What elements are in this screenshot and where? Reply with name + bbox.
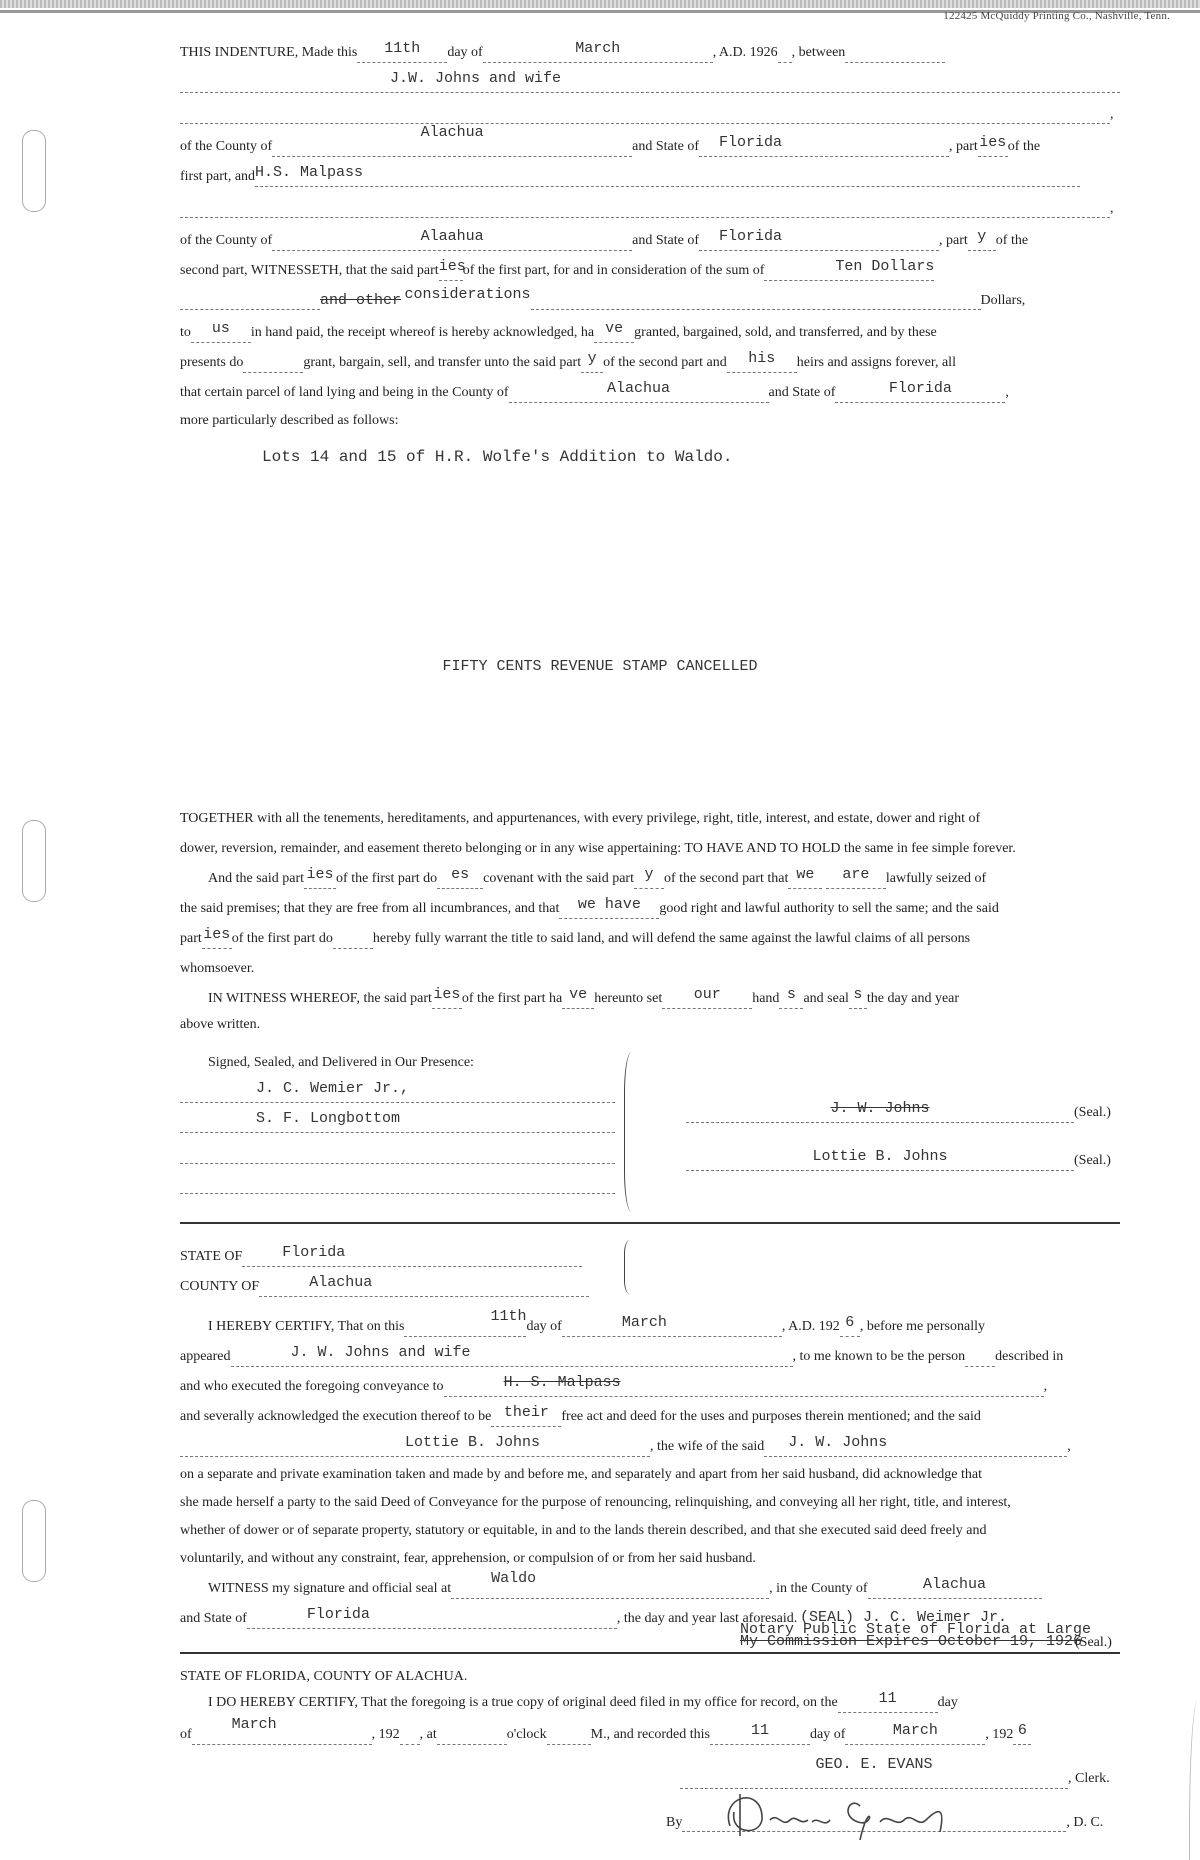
- clerk-name: GEO. E. EVANS: [815, 1756, 933, 1773]
- ack-county: Alachua: [309, 1274, 373, 1291]
- blank-line: [180, 1176, 615, 1194]
- notary-block: [740, 1609, 1092, 1650]
- witness-2: S. F. Longbottom: [256, 1110, 401, 1127]
- section-divider: [180, 1222, 1120, 1224]
- warrant-line: parties of the first part do hereby fully warrant the title to said land, and will defend the same against the lawful claims of all persons: [180, 930, 1120, 949]
- section-divider-2: [180, 1652, 1120, 1654]
- together-line-1: TOGETHER with all the tenements, hereditaments, and appurtenances, with every privilege, right, title, interest, and estate, dower and right of: [180, 811, 981, 826]
- witness-line-2: [180, 1110, 615, 1133]
- signed-sealed-label: Signed, Sealed, and Delivered in Our Presence:: [208, 1055, 474, 1070]
- binder-hole: [22, 820, 46, 902]
- ack-state-line: STATE OF Florida: [180, 1248, 1120, 1267]
- state-brace: [624, 1240, 635, 1294]
- blank-line: ,: [180, 200, 1120, 218]
- notary-name: (SEAL) J. C. Weimer Jr.: [800, 1609, 1008, 1626]
- notary-commission: My Commission Expires October 19, 1926: [740, 1633, 1083, 1650]
- witness-seal-line: WITNESS my signature and official seal atWaldo, in the County of Alachua: [180, 1580, 1120, 1599]
- state2: Florida: [719, 228, 783, 245]
- ack-text-3: whether of dower or of separate property, statutory or equitable, in and to the lands therein described, and that she executed said deed freely and: [180, 1523, 987, 1538]
- blank-line: [180, 1146, 615, 1164]
- printer-imprint: 122425 McQuiddy Printing Co., Nashville, Tenn.: [943, 10, 1170, 22]
- consideration-line-2: and other considerations Dollars,: [180, 292, 1120, 310]
- witness-whereof-line: IN WITNESS WHEREOF, the said parties of the first part ha ve hereunto set our hand s and seal s the day and year: [180, 990, 1120, 1009]
- premises-line: the said premises; that they are free from all incumbrances, and that we have good right and lawful authority to sell the same; and the said: [180, 900, 1120, 919]
- binder-hole: [22, 1500, 46, 1582]
- whomsoever-line: whomsoever.: [180, 961, 255, 976]
- legal-description: Lots 14 and 15 of H.R. Wolfe's Addition to Waldo.: [262, 448, 733, 466]
- county2: Alaahua: [420, 228, 484, 245]
- indenture-line: THIS INDENTURE, Made this 11th day of March , A.D. 1926 , between: [180, 44, 1120, 63]
- severally-line: and severally acknowledged the execution thereof to be their free act and deed for the uses and purposes therein mentioned; and the said: [180, 1408, 1120, 1427]
- record-line-1: I DO HEREBY CERTIFY, That the foregoing is a true copy of original deed filed in my office for record, on the 11 day: [180, 1694, 1120, 1713]
- page-edge: [1189, 1700, 1200, 1860]
- grantee-name: H.S. Malpass: [255, 164, 364, 181]
- grantor-name: J.W. Johns and wife: [390, 70, 562, 87]
- county2-line: of the County of Alaahua and State of Florida , part y of the: [180, 232, 1120, 251]
- county1-line: of the County ofAlachuaand State of Florida , parties of the: [180, 138, 1120, 157]
- clerk-line: GEO. E. EVANS, Clerk.: [680, 1770, 1120, 1789]
- signer-line-2: Lottie B. Johns (Seal.): [686, 1152, 1120, 1171]
- signer-1: J. W. Johns: [830, 1100, 930, 1117]
- grantee-line: first part, andH.S. Malpass: [180, 168, 1120, 187]
- ack-state: Florida: [282, 1244, 346, 1261]
- signature-brace: [624, 1052, 639, 1212]
- appeared-line: appeared J. W. Johns and wife , to me known to be the person described in: [180, 1348, 1120, 1367]
- deputy-signature: [700, 1776, 1000, 1846]
- blank-line: ,: [180, 106, 1120, 124]
- ack-text-2: she made herself a party to the said Deed of Conveyance for the purpose of renouncing, relinquishing, and conveying all her right, title, and interest,: [180, 1495, 1011, 1510]
- deputy-line: By , D. C.: [666, 1815, 1104, 1830]
- county1: Alachua: [420, 124, 484, 141]
- covenant-line: And the said part ies of the first part do es covenant with the said part y of the second part that we are lawfully seized of: [180, 870, 1120, 889]
- sum: Ten Dollars: [835, 258, 935, 275]
- witness-1: J. C. Wemier Jr.,: [256, 1080, 410, 1097]
- deed-day: 11th: [384, 40, 421, 57]
- presents-line: presents do grant, bargain, sell, and transfer unto the said part y of the second part and his heirs and assigns forever, all: [180, 354, 1120, 373]
- record-line-2: ofMarch, 192 , at o'clock M., and recorded this 11 day of March , 192 6: [180, 1726, 1120, 1745]
- above-written-line: above written.: [180, 1017, 261, 1032]
- notary-title: Notary Public State of Florida at Large: [740, 1621, 1092, 1638]
- state1: Florida: [719, 134, 783, 151]
- together-line-2: dower, reversion, remainder, and easement thereto belonging or in any wise appertaining: TO HAVE AND TO HOLD the same in fee simple forever.: [180, 841, 1016, 856]
- signer-2: Lottie B. Johns: [812, 1148, 948, 1165]
- county3: Alachua: [607, 380, 671, 397]
- consideration-line: second part, WITNESSETH, that the said partiesof the first part, for and in consideration of the sum of Ten Dollars: [180, 262, 1120, 281]
- record-heading: STATE OF FLORIDA, COUNTY OF ALACHUA.: [180, 1669, 468, 1684]
- wife-line: Lottie B. Johns , the wife of the said J. W. Johns ,: [180, 1438, 1120, 1457]
- top-rule: [0, 0, 1200, 8]
- consid-struck: and other: [320, 292, 402, 309]
- ack-county-line: COUNTY OF Alachua: [180, 1278, 1120, 1297]
- notary-seal-label: (Seal.): [1075, 1635, 1112, 1650]
- receipt-line: to us in hand paid, the receipt whereof is hereby acknowledged, ha ve granted, bargained, sold, and transferred, and by these: [180, 324, 1120, 343]
- deed-month: March: [575, 40, 621, 57]
- binder-hole: [22, 130, 46, 212]
- ack-text-4: voluntarily, and without any constraint, fear, apprehension, or compulsion of or from her said husband.: [180, 1551, 756, 1566]
- consid: considerations: [404, 286, 531, 303]
- parcel-line: that certain parcel of land lying and being in the County of Alachua and State of Florida ,: [180, 384, 1120, 403]
- grantor-line: [180, 70, 1120, 93]
- ack-state-line-2: and State of Florida , the day and year last aforesaid.: [180, 1610, 1120, 1629]
- certify-line: I HEREBY CERTIFY, That on this11thday of March , A.D. 192 6 , before me personally: [180, 1318, 1120, 1337]
- state3: Florida: [888, 380, 952, 397]
- conveyee-line: and who executed the foregoing conveyance to H. S. Malpass ,: [180, 1378, 1120, 1397]
- ack-text-1: on a separate and private examination taken and made by and before me, and separately and apart from her said husband, did acknowledge that: [180, 1467, 982, 1482]
- witness-line-1: [180, 1080, 615, 1103]
- revenue-stamp-note: FIFTY CENTS REVENUE STAMP CANCELLED: [442, 658, 758, 675]
- signer-line-1: J. W. Johns (Seal.): [686, 1104, 1120, 1123]
- described-line: more particularly described as follows:: [180, 413, 399, 428]
